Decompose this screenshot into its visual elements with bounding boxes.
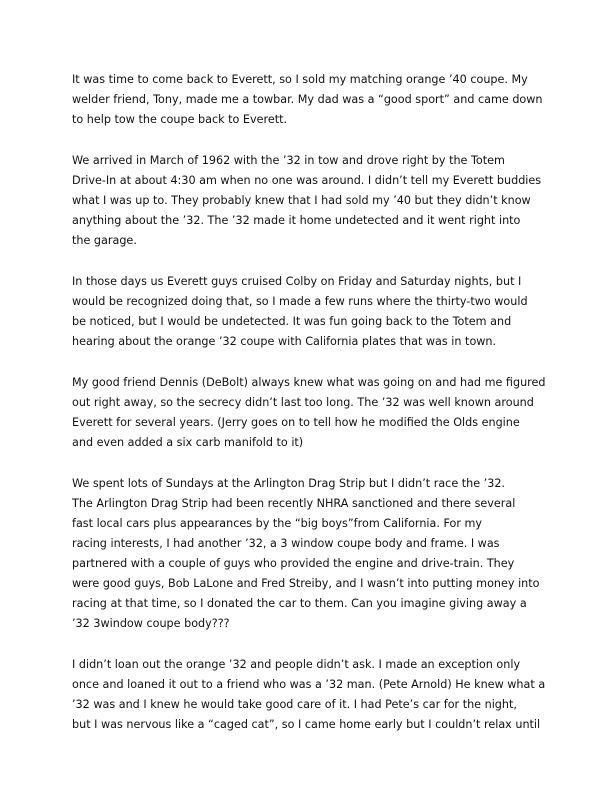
paragraph-4 (72, 373, 552, 453)
document-body (72, 70, 552, 756)
paragraph-3 (72, 272, 552, 352)
text-line: fast local cars plus appearances by the “big boys”from California. For my (72, 517, 483, 530)
text-line: We arrived in March of 1962 with the ’32 in tow and drove right by the Totem (72, 154, 505, 167)
paragraph-6 (72, 655, 552, 735)
text-line: Everett for several years. (Jerry goes on to tell how he modified the Olds engine (72, 416, 520, 429)
text-line: what I was up to. They probably knew that I had sold my ’40 but they didn’t know (72, 194, 531, 207)
text-line: ’32 3window coupe body??? (72, 617, 230, 630)
text-line: anything about the ’32. The ’32 made it home undetected and it went right into (72, 214, 521, 227)
text-line: My good friend Dennis (DeBolt) always knew what was going on and had me figured (72, 376, 546, 389)
text-line: out right away, so the secrecy didn’t last too long. The ’32 was well known around (72, 396, 534, 409)
paragraph-1 (72, 70, 552, 130)
text-line: We spent lots of Sundays at the Arlington Drag Strip but I didn’t race the ’32. (72, 477, 506, 490)
text-line: It was time to come back to Everett, so I sold my matching orange ’40 coupe. My (72, 73, 528, 86)
text-line: but I was nervous like a “caged cat”, so I came home early but I couldn’t relax until (72, 718, 541, 731)
text-line: to help tow the coupe back to Everett. (72, 113, 288, 126)
text-line: welder friend, Tony, made me a towbar. My dad was a “good sport” and came down (72, 93, 543, 106)
text-line: be noticed, but I would be undetected. It was fun going back to the Totem and (72, 315, 512, 328)
text-line: The Arlington Drag Strip had been recently NHRA sanctioned and there several (72, 497, 516, 510)
text-line: hearing about the orange ’32 coupe with California plates that was in town. (72, 335, 497, 348)
paragraph-2 (72, 151, 552, 251)
text-line: once and loaned it out to a friend who was a ’32 man. (Pete Arnold) He knew what a (72, 678, 546, 691)
paragraph-5 (72, 474, 552, 634)
text-line: racing at that time, so I donated the car to them. Can you imagine giving away a (72, 597, 527, 610)
text-line: were good guys, Bob LaLone and Fred Streiby, and I wasn’t into putting money into (72, 577, 540, 590)
text-line: In those days us Everett guys cruised Colby on Friday and Saturday nights, but I (72, 275, 522, 288)
text-line: the garage. (72, 234, 137, 247)
text-line: would be recognized doing that, so I made a few runs where the thirty-two would (72, 295, 528, 308)
text-line: and even added a six carb manifold to it) (72, 436, 304, 449)
text-line: Drive-In at about 4:30 am when no one was around. I didn’t tell my Everett buddies (72, 174, 542, 187)
text-line: partnered with a couple of guys who provided the engine and drive-train. They (72, 557, 515, 570)
text-line: I didn’t loan out the orange ’32 and people didn’t ask. I made an exception only (72, 658, 521, 671)
text-line: racing interests, I had another ’32, a 3 window coupe body and frame. I was (72, 537, 500, 550)
text-line: ’32 was and I knew he would take good care of it. I had Pete’s car for the night, (72, 698, 517, 711)
